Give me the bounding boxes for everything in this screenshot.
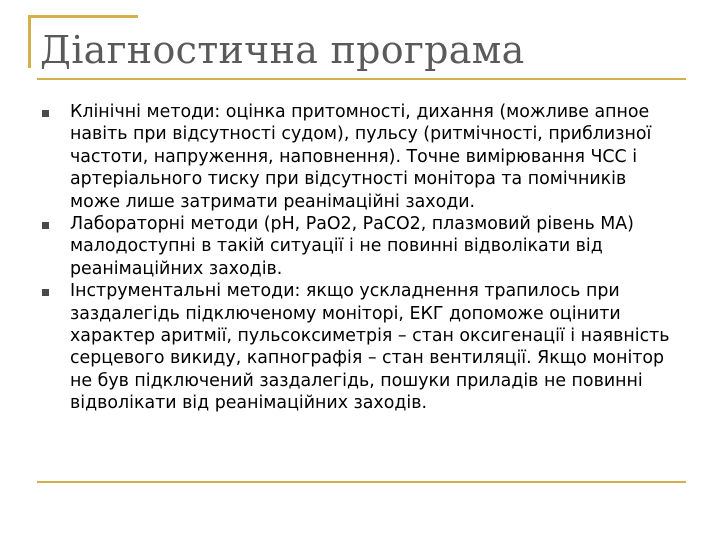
square-bullet-icon: [42, 289, 49, 296]
square-bullet-icon: [42, 222, 49, 229]
slide-title: Діагностична програма: [40, 28, 525, 72]
bullet-item-instrumental: [40, 280, 680, 414]
bullet-text: Клінічні методи: оцінка притомності, дихання (можливе апное навіть при відсутності судом), пульсу (ритмічності, приблизної частоти, напруження, наповнення). Точне вимірювання ЧСС і артеріального тиску при відсутності монітора та помічників може лише затримати реанімаційні заходи.: [70, 102, 652, 212]
bullet-item-clinical: [40, 101, 680, 213]
bullet-text: Інструментальні методи: якщо ускладнення трапилось при заздалегідь підключеному моніторі, ЕКГ допоможе оцінити характер аритмії, пульсоксиметрія – стан оксигенації і наявність серцевого викиду, капнографія – стан вентиляції. Якщо монітор не був підключений заздалегідь, пошуки приладів не повинні відволікати від реанімаційних заходів.: [70, 281, 670, 414]
bullet-list: [40, 101, 680, 415]
corner-accent-vertical: [28, 18, 31, 68]
bullet-item-laboratory: [40, 213, 680, 280]
corner-accent-horizontal: [28, 15, 138, 18]
footer-divider: [37, 481, 686, 483]
title-divider: [37, 78, 686, 80]
square-bullet-icon: [42, 110, 49, 117]
bullet-text: Лабораторні методи (рН, РаО2, РаСО2, плазмовий рівень МА) малодоступні в такій ситуації і не повинні відволікати від реанімаційних заходів.: [70, 214, 634, 279]
